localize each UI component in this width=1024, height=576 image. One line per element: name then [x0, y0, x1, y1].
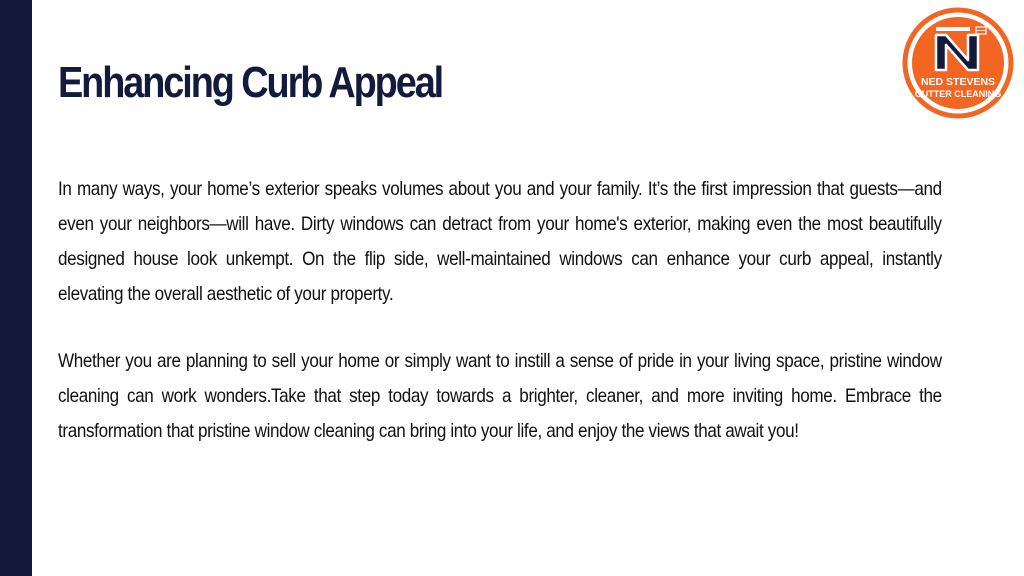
slide-body: [58, 172, 942, 481]
gutter-bar-icon: [936, 27, 970, 31]
logo-line-2: GUTTER CLEANING: [914, 89, 1002, 99]
slide-title: Enhancing Curb Appeal: [58, 58, 443, 107]
logo-line-1: NED STEVENS: [920, 76, 996, 88]
left-accent-bar: [0, 0, 32, 576]
body-paragraph: In many ways, your home’s exterior speaks volumes about you and your family. It’s the first impression that guests—and even your neighbors—will have. Dirty windows can detract from your home's exterior, making even the most beautifully designed house look unkempt. On the flip side, well-maintained windows can enhance your curb appeal, instantly elevating the overall aesthetic of your property.: [58, 178, 942, 305]
ned-stevens-logo: [902, 7, 1014, 119]
body-paragraph: Whether you are planning to sell your home or simply want to instill a sense of pride in your living space, pristine window cleaning can work wonders.Take that step today towards a brighter, cleaner, and more inviting home. Embrace the transformation that pristine window cleaning can bring into your life, and enjoy the views that await you!: [58, 350, 942, 442]
